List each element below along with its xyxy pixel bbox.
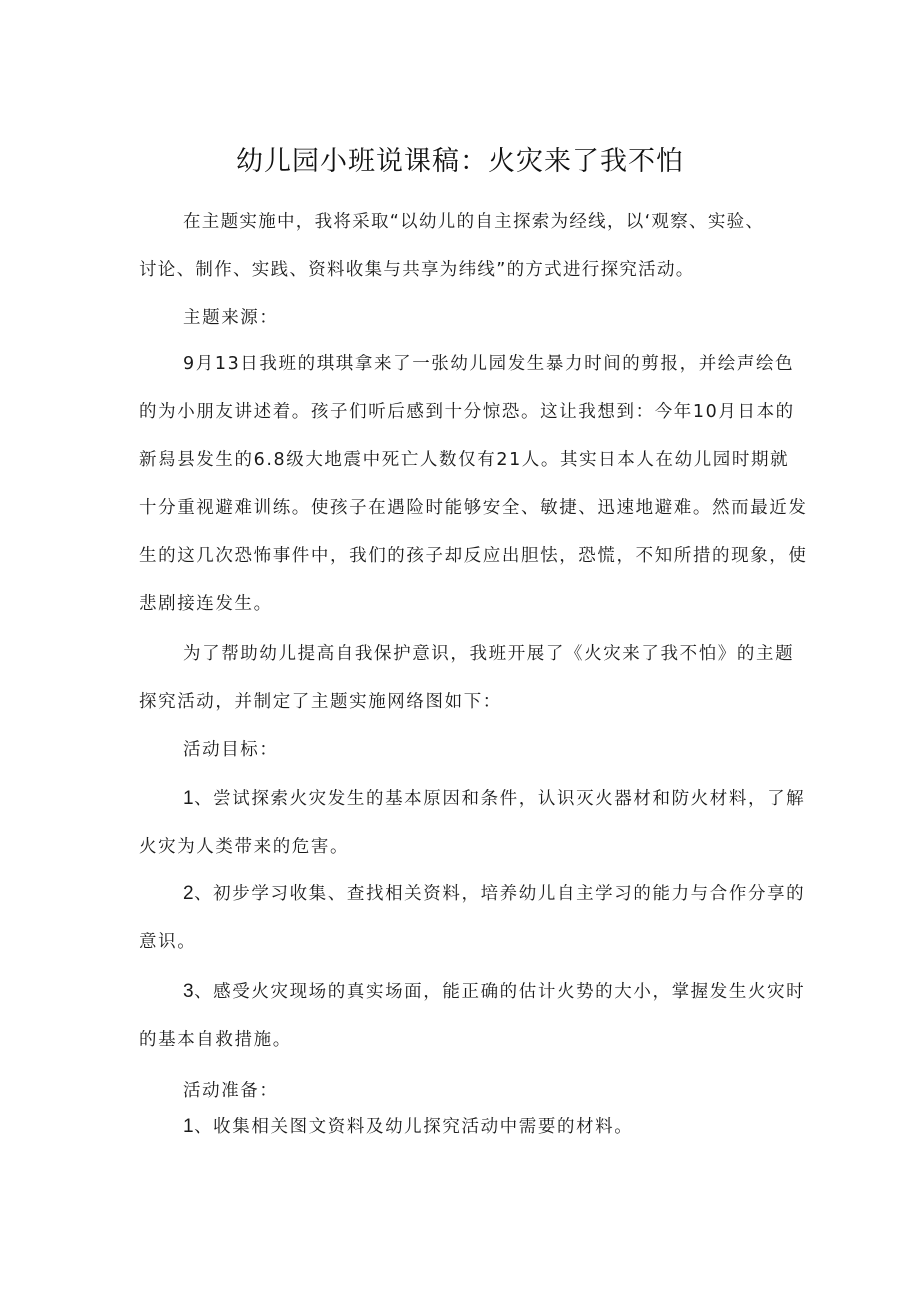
goal-2-number: 2 — [183, 883, 195, 904]
goal-2-line-2: 意识。 — [139, 932, 197, 952]
goal-3-number: 3 — [183, 981, 195, 1002]
prep-1-number: 1 — [183, 1116, 195, 1137]
goal-2-text-1: 、初步学习收集、查找相关资料，培养幼儿自主学习的能力与合作分享的 — [194, 884, 806, 904]
source-line-5: 生的这几次恐怖事件中，我们的孩子却反应出胆怯，恐慌，不知所措的现象，使 — [139, 546, 808, 566]
source-heading: 主题来源： — [183, 308, 279, 328]
goal-3-text-1: 、感受火灾现场的真实场面，能正确的估计火势的大小，掌握发生火灾时 — [194, 982, 806, 1002]
source-line-3: 新舄县发生的6.8级大地震中死亡人数仅有21人。其实日本人在幼儿园时期就 — [139, 450, 790, 470]
goal-1-line-2: 火灾为人类带来的危害。 — [139, 837, 350, 857]
goal-item-3 — [139, 968, 806, 1064]
goal-3-line-2: 的基本自救措施。 — [139, 1030, 292, 1050]
source-line-1: 9月13日我班的琪琪拿来了一张幼儿园发生暴力时间的剪报，并绘声绘色 — [183, 354, 795, 374]
prep-1-text: 、收集相关图文资料及幼儿探究活动中需要的材料。 — [194, 1117, 634, 1137]
goals-heading: 活动目标： — [183, 740, 279, 760]
goal-3-line-1 — [139, 968, 806, 1016]
intro-paragraph — [139, 198, 789, 294]
goal-1-text-1: 、尝试探索火灾发生的基本原因和条件，认识灭火器材和防火材料，了解 — [194, 789, 806, 809]
source-line-2: 的为小朋友讲述着。孩子们听后感到十分惊恐。这让我想到：今年10月日本的 — [139, 402, 795, 422]
goal-item-2 — [139, 870, 806, 966]
intro-line-1: 在主题实施中，我将采取“以幼儿的自主探索为经线，以‘观察、实验、 — [183, 212, 765, 232]
goal-1-number: 1 — [183, 788, 195, 809]
purpose-line-1: 为了帮助幼儿提高自我保护意识，我班开展了《火灾来了我不怕》的主题 — [183, 644, 795, 664]
goal-item-1 — [139, 775, 806, 871]
prep-item-1 — [183, 1113, 633, 1141]
goal-1-line-1 — [139, 775, 806, 823]
purpose-line-2: 探究活动，并制定了主题实施网络图如下： — [139, 692, 502, 712]
goal-2-line-1 — [139, 870, 806, 918]
source-line-6: 悲剧接连发生。 — [139, 594, 273, 614]
source-line-4: 十分重视避难训练。使孩子在遇险时能够安全、敏捷、迅速地避难。然而最近发 — [139, 498, 808, 518]
source-paragraph — [139, 340, 808, 628]
purpose-paragraph — [139, 630, 795, 726]
intro-line-2: 讨论、制作、实践、资料收集与共享为纬线”的方式进行探究活动。 — [139, 260, 695, 280]
prep-heading: 活动准备： — [183, 1081, 279, 1101]
page-title: 幼儿园小班说课稿：火灾来了我不怕 — [236, 146, 684, 177]
